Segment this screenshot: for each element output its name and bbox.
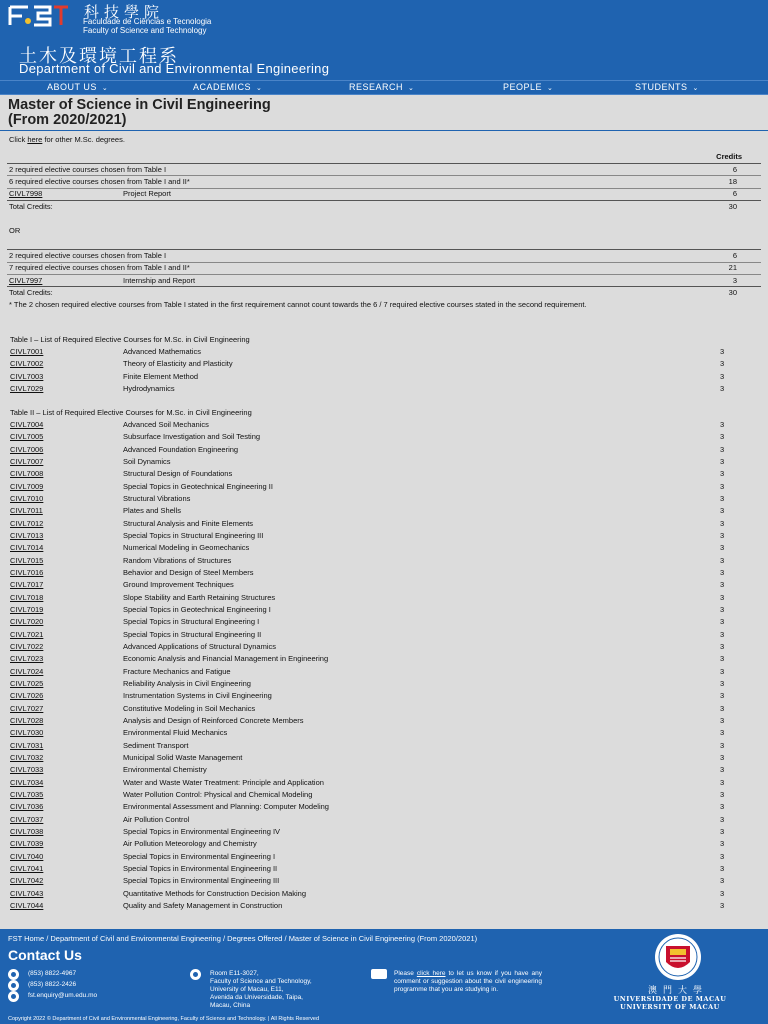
- course-credits: 3: [720, 359, 725, 369]
- course-title: Environmental Fluid Mechanics: [123, 728, 228, 738]
- course-credits: 3: [720, 506, 725, 516]
- location-icon: [190, 969, 201, 980]
- course-row: [0, 372, 768, 384]
- course-credits: 3: [720, 888, 725, 898]
- course-row: [0, 556, 768, 568]
- course-code-link[interactable]: CIVL7018: [10, 592, 44, 602]
- course-title: Constitutive Modeling in Soil Mechanics: [123, 703, 256, 713]
- total-credits-value: 30: [728, 288, 737, 297]
- course-code-link[interactable]: CIVL7032: [10, 752, 44, 762]
- course-title: Environmental Chemistry: [123, 765, 207, 775]
- course-code-link[interactable]: CIVL7015: [10, 555, 44, 565]
- course-row: [0, 457, 768, 469]
- faculty-name-pt-en: [83, 17, 211, 35]
- course-code-link[interactable]: CIVL7014: [10, 543, 44, 553]
- other-degrees-link[interactable]: here: [27, 135, 43, 144]
- nav-label: ABOUT US: [47, 82, 97, 92]
- course-title: Special Topics in Environmental Engineering III: [123, 876, 280, 886]
- course-credits: 3: [720, 530, 725, 540]
- address-line: Room E11-3027,: [210, 970, 259, 977]
- course-title: Numerical Modeling in Geomechanics: [123, 543, 250, 553]
- course-row: [0, 753, 768, 765]
- course-code-link[interactable]: CIVL7041: [10, 863, 44, 873]
- chevron-down-icon: ⌄: [692, 85, 699, 92]
- summary-credits: 18: [728, 177, 737, 186]
- course-row: [0, 593, 768, 605]
- course-code-link[interactable]: CIVL7002: [10, 359, 44, 369]
- dept-name-en: Department of Civil and Environmental Engineering: [19, 61, 330, 76]
- course-code-link[interactable]: CIVL7034: [10, 777, 44, 787]
- course-code-link[interactable]: CIVL7023: [10, 654, 44, 664]
- course-row: [0, 420, 768, 432]
- course-credits: 3: [720, 580, 725, 590]
- course-credits: 3: [720, 383, 725, 393]
- fst-logo[interactable]: [6, 3, 70, 29]
- course-code-link[interactable]: CIVL7005: [10, 432, 44, 442]
- credits-header: Credits: [716, 152, 742, 161]
- summary-row: 6 required elective courses chosen from Table I and II*: [9, 177, 190, 186]
- course-row: [0, 741, 768, 753]
- course-row: [0, 778, 768, 790]
- course-row: [0, 691, 768, 703]
- course-title: Environmental Assessment and Planning: Computer Modeling: [123, 802, 329, 812]
- course-title: Behavior and Design of Steel Members: [123, 567, 254, 577]
- course-credits: 3: [720, 666, 725, 676]
- course-code-link[interactable]: CIVL7008: [10, 469, 44, 479]
- course-title: Special Topics in Environmental Engineering II: [123, 863, 278, 873]
- course-row: [0, 469, 768, 481]
- divider: [7, 163, 761, 164]
- course-credits: 3: [720, 347, 725, 356]
- course-code-link[interactable]: CIVL7040: [10, 851, 44, 861]
- course-code-link[interactable]: CIVL7004: [10, 420, 44, 429]
- course-row: [0, 827, 768, 839]
- course-title: Plates and Shells: [123, 506, 181, 516]
- course-credits: 3: [720, 900, 725, 910]
- course-title: Economic Analysis and Financial Management in Engineering: [123, 654, 329, 664]
- course-credits: 3: [720, 826, 725, 836]
- course-title: Special Topics in Environmental Engineering I: [123, 851, 276, 861]
- course-code-link[interactable]: CIVL7006: [10, 444, 44, 454]
- course-row: [0, 765, 768, 777]
- address-line: Avenida da Universidade, Taipa,: [210, 994, 303, 1001]
- address-line: Macau, China: [210, 1002, 251, 1009]
- course-code-link[interactable]: CIVL7033: [10, 765, 44, 775]
- divider: [7, 286, 761, 287]
- course-credits: 3: [720, 481, 725, 491]
- course-credits: 3: [720, 814, 725, 824]
- course-title: Sediment Transport: [123, 740, 189, 750]
- course-title: Hydrodynamics: [123, 383, 175, 393]
- course-code-link[interactable]: CIVL7031: [10, 740, 44, 750]
- fax-icon: [8, 980, 19, 991]
- course-row: [0, 543, 768, 555]
- dept-name-zh: 土木及環境工程系: [19, 46, 179, 67]
- course-title: Special Topics in Geotechnical Engineering II: [123, 481, 273, 491]
- course-title: Advanced Soil Mechanics: [123, 420, 209, 429]
- course-code-link[interactable]: CIVL7010: [10, 493, 44, 503]
- course-row: [0, 716, 768, 728]
- course-title: Quality and Safety Management in Construction: [123, 900, 283, 910]
- contact-email[interactable]: fst.enquiry@um.edu.mo: [28, 992, 98, 999]
- um-name-pt-en: [600, 995, 740, 1011]
- requirement-note: * The 2 chosen required elective courses from Table I stated in the first requirement cannot count towards the 6 / 7 required elective courses stated in the second requirement.: [9, 300, 587, 309]
- nav-label: ACADEMICS: [193, 82, 252, 92]
- nav-about-us[interactable]: [47, 82, 108, 92]
- course-credits: 3: [720, 876, 725, 886]
- course-code-link[interactable]: CIVL7012: [10, 518, 44, 528]
- page-title: [0, 95, 768, 131]
- course-credits: 3: [720, 555, 725, 565]
- course-credits: 3: [720, 432, 725, 442]
- course-code-link[interactable]: CIVL7003: [10, 371, 44, 381]
- course-title: Finite Element Method: [123, 371, 199, 381]
- course-code-link[interactable]: CIVL7998: [9, 189, 43, 198]
- divider: [7, 175, 761, 176]
- divider: [7, 200, 761, 201]
- summary-row-title: Internship and Report: [123, 276, 196, 285]
- nav-label: STUDENTS: [635, 82, 688, 92]
- course-credits: 3: [720, 851, 725, 861]
- course-credits: 3: [720, 740, 725, 750]
- course-credits: 3: [720, 802, 725, 812]
- course-row: [0, 654, 768, 666]
- summary-credits: 21: [728, 263, 737, 272]
- course-title: Instrumentation Systems in Civil Engineering: [123, 691, 272, 701]
- address-line: University of Macau, E11,: [210, 986, 284, 993]
- summary-row: 7 required elective courses chosen from Table I and II*: [9, 263, 190, 272]
- divider: [7, 249, 761, 250]
- table1-caption: Table I – List of Required Elective Courses for M.Sc. in Civil Engineering: [10, 335, 250, 344]
- course-row: [0, 864, 768, 876]
- contact-fax: (853) 8822-2426: [28, 981, 77, 988]
- course-credits: 3: [720, 567, 725, 577]
- course-credits: 3: [720, 629, 725, 639]
- course-title: Municipal Solid Waste Management: [123, 752, 243, 762]
- course-code-link[interactable]: CIVL7011: [10, 506, 43, 516]
- course-row: [0, 728, 768, 740]
- course-credits: 3: [720, 715, 725, 725]
- total-credits-value: 30: [728, 202, 737, 211]
- course-title: Special Topics in Structural Engineering I: [123, 617, 260, 627]
- course-title: Structural Design of Foundations: [123, 469, 233, 479]
- page-title-line2: (From 2020/2021): [8, 112, 127, 128]
- course-credits: 3: [720, 456, 725, 466]
- summary-credits: 6: [732, 165, 737, 174]
- total-credits-label: Total Credits:: [9, 202, 53, 211]
- course-credits: 3: [720, 839, 725, 849]
- course-code-link[interactable]: CIVL7030: [10, 728, 44, 738]
- course-code-link[interactable]: CIVL7017: [10, 580, 44, 590]
- course-code-link[interactable]: CIVL7037: [10, 814, 44, 824]
- email-icon: [8, 991, 19, 1002]
- course-title: Air Pollution Meteorology and Chemistry: [123, 839, 257, 849]
- nav-research[interactable]: [349, 82, 414, 92]
- feedback-post: to let us know if you have any comment or suggestion about the civil engineering programme that you are studying in.: [394, 970, 542, 993]
- course-row: [0, 839, 768, 851]
- course-title: Special Topics in Environmental Engineering IV: [123, 826, 281, 836]
- site-header: [0, 0, 768, 80]
- um-crest-logo[interactable]: [644, 932, 712, 982]
- summary-row: 2 required elective courses chosen from Table I: [9, 165, 167, 174]
- chevron-down-icon: ⌄: [408, 85, 415, 92]
- course-credits: 3: [720, 469, 725, 479]
- summary-credits: 6: [732, 189, 737, 198]
- course-credits: 3: [720, 617, 725, 627]
- summary-row-title: Project Report: [123, 189, 171, 198]
- course-row: [0, 790, 768, 802]
- nav-students[interactable]: [635, 82, 699, 92]
- course-code-link[interactable]: CIVL7027: [10, 703, 44, 713]
- course-credits: 3: [720, 420, 725, 429]
- summary-row: [9, 276, 42, 286]
- contact-address: [210, 970, 312, 1010]
- course-code-link[interactable]: CIVL7044: [10, 900, 44, 910]
- course-row: [0, 901, 768, 913]
- course-code-link[interactable]: CIVL7007: [10, 456, 44, 466]
- divider: [7, 274, 761, 275]
- course-credits: 3: [720, 691, 725, 701]
- course-code-link[interactable]: CIVL7013: [10, 530, 44, 540]
- feedback-link[interactable]: click here: [416, 970, 446, 977]
- course-credits: 3: [720, 641, 725, 651]
- course-credits: 3: [720, 604, 725, 614]
- course-row: [0, 852, 768, 864]
- course-title: Reliability Analysis in Civil Engineering: [123, 678, 251, 688]
- course-title: Special Topics in Structural Engineering II: [123, 629, 262, 639]
- course-row: [0, 802, 768, 814]
- course-row: [0, 876, 768, 888]
- summary-credits: 6: [732, 251, 737, 260]
- feedback-icon: [371, 969, 387, 979]
- course-credits: 3: [720, 543, 725, 553]
- course-credits: 3: [720, 518, 725, 528]
- course-row: [0, 889, 768, 901]
- course-code-link[interactable]: CIVL7021: [10, 629, 44, 639]
- course-row: [0, 494, 768, 506]
- course-code-link[interactable]: CIVL7997: [9, 276, 43, 285]
- course-row: [0, 679, 768, 691]
- course-credits: 3: [720, 654, 725, 664]
- course-code-link[interactable]: CIVL7029: [10, 383, 44, 393]
- contact-title: Contact Us: [8, 947, 82, 963]
- course-row: [0, 667, 768, 679]
- course-row: [0, 482, 768, 494]
- course-code-link[interactable]: CIVL7036: [10, 802, 44, 812]
- course-title: Advanced Mathematics: [123, 347, 201, 356]
- course-row: [0, 506, 768, 518]
- course-code-link[interactable]: CIVL7024: [10, 666, 44, 676]
- course-credits: 3: [720, 444, 725, 454]
- um-name-pt: UNIVERSIDADE DE MACAU: [613, 995, 727, 1003]
- course-title: Slope Stability and Earth Retaining Structures: [123, 592, 276, 602]
- intro-rest: for other M.Sc. degrees.: [44, 135, 125, 144]
- summary-credits: 3: [732, 276, 737, 285]
- course-title: Quantitative Methods for Construction Decision Making: [123, 888, 307, 898]
- course-row: [0, 432, 768, 444]
- nav-people[interactable]: [503, 82, 553, 92]
- site-footer: [0, 929, 768, 1024]
- summary-row: [9, 189, 42, 199]
- summary-row: 2 required elective courses chosen from Table I: [9, 251, 167, 260]
- course-title: Random Vibrations of Structures: [123, 555, 232, 565]
- feedback-pre: Please: [394, 970, 414, 977]
- course-code-link[interactable]: CIVL7042: [10, 876, 44, 886]
- course-row: [0, 531, 768, 543]
- nav-label: RESEARCH: [349, 82, 404, 92]
- total-credits-label: Total Credits:: [9, 288, 53, 297]
- breadcrumb[interactable]: FST Home / Department of Civil and Environmental Engineering / Degrees Offered / Master of Science in Civil Engineering (From 2020/2021): [8, 934, 478, 943]
- main-nav: [0, 80, 768, 95]
- course-code-link[interactable]: CIVL7001: [10, 347, 44, 356]
- course-title: Special Topics in Structural Engineering III: [123, 530, 264, 540]
- course-code-link[interactable]: CIVL7039: [10, 839, 44, 849]
- course-code-link[interactable]: CIVL7035: [10, 789, 44, 799]
- course-code-link[interactable]: CIVL7022: [10, 641, 44, 651]
- course-code-link[interactable]: CIVL7020: [10, 617, 44, 627]
- course-credits: 3: [720, 789, 725, 799]
- faculty-name-zh: 科技學院: [84, 3, 165, 21]
- course-title: Soil Dynamics: [123, 456, 171, 466]
- course-row: [0, 642, 768, 654]
- course-credits: 3: [720, 592, 725, 602]
- course-title: Advanced Foundation Engineering: [123, 444, 239, 454]
- faculty-name-pt: Faculdade de Ciências e Tecnologia: [83, 17, 212, 26]
- feedback-text: [394, 970, 542, 994]
- chevron-down-icon: ⌄: [256, 85, 263, 92]
- course-title: Structural Vibrations: [123, 493, 191, 503]
- course-title: Advanced Applications of Structural Dynamics: [123, 641, 276, 651]
- chevron-down-icon: ⌄: [547, 85, 554, 92]
- course-title: Structural Analysis and Finite Elements: [123, 518, 254, 528]
- course-row: [0, 630, 768, 642]
- course-title: Subsurface Investigation and Soil Testing: [123, 432, 261, 442]
- course-code-link[interactable]: CIVL7043: [10, 888, 44, 898]
- course-row: [0, 384, 768, 396]
- course-credits: 3: [720, 765, 725, 775]
- intro-text: [9, 135, 125, 145]
- course-row: [0, 580, 768, 592]
- course-row: [0, 617, 768, 629]
- course-code-link[interactable]: CIVL7028: [10, 715, 44, 725]
- divider: [7, 188, 761, 189]
- course-code-link[interactable]: CIVL7009: [10, 481, 44, 491]
- address-line: Faculty of Science and Technology,: [210, 978, 312, 985]
- nav-label: PEOPLE: [503, 82, 543, 92]
- course-row: [0, 347, 768, 359]
- course-code-link[interactable]: CIVL7038: [10, 826, 44, 836]
- course-credits: 3: [720, 777, 725, 787]
- or-separator: OR: [9, 226, 21, 235]
- course-credits: 3: [720, 728, 725, 738]
- course-code-link[interactable]: CIVL7026: [10, 691, 44, 701]
- course-credits: 3: [720, 703, 725, 713]
- course-row: [0, 359, 768, 371]
- course-code-link[interactable]: CIVL7025: [10, 678, 44, 688]
- course-row: [0, 704, 768, 716]
- intro-click: Click: [9, 135, 26, 144]
- course-code-link[interactable]: CIVL7019: [10, 604, 44, 614]
- course-credits: 3: [720, 752, 725, 762]
- course-row: [0, 519, 768, 531]
- course-credits: 3: [720, 493, 725, 503]
- course-title: Analysis and Design of Reinforced Concrete Members: [123, 715, 304, 725]
- chevron-down-icon: ⌄: [101, 85, 109, 92]
- table2-caption: Table II – List of Required Elective Courses for M.Sc. in Civil Engineering: [10, 408, 252, 417]
- contact-phone[interactable]: (853) 8822-4967: [28, 970, 77, 977]
- course-title: Special Topics in Geotechnical Engineering I: [123, 604, 271, 614]
- course-credits: 3: [720, 863, 725, 873]
- course-code-link[interactable]: CIVL7016: [10, 567, 44, 577]
- course-title: Ground Improvement Techniques: [123, 580, 234, 590]
- page-title-line1: Master of Science in Civil Engineering: [8, 97, 271, 113]
- course-credits: 3: [720, 371, 725, 381]
- course-title: Water and Waste Water Treatment: Principle and Application: [123, 777, 324, 787]
- course-row: [0, 815, 768, 827]
- um-name-en: UNIVERSITY OF MACAU: [620, 1003, 720, 1011]
- nav-academics[interactable]: [193, 82, 262, 92]
- phone-icon: [8, 969, 19, 980]
- course-row: [0, 445, 768, 457]
- course-title: Air Pollution Control: [123, 814, 190, 824]
- copyright: Copyright 2022 © Department of Civil and Environmental Engineering, Faculty of Science and Technology. | All Rights Reserved: [8, 1016, 319, 1022]
- faculty-name-en: Faculty of Science and Technology: [83, 26, 207, 35]
- course-title: Fracture Mechanics and Fatigue: [123, 666, 231, 676]
- course-title: Water Pollution Control: Physical and Chemical Modeling: [123, 789, 313, 799]
- um-name-zh: 澳門大學: [647, 986, 708, 996]
- course-title: Theory of Elasticity and Plasticity: [123, 359, 233, 369]
- course-credits: 3: [720, 678, 725, 688]
- course-row: [0, 605, 768, 617]
- course-row: [0, 568, 768, 580]
